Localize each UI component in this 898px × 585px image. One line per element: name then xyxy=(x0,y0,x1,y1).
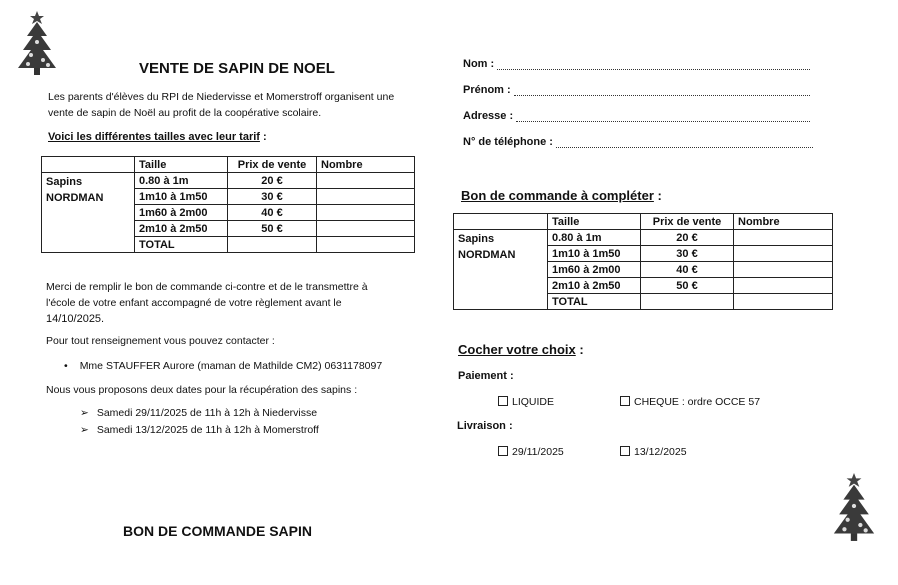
phone-field[interactable] xyxy=(463,136,813,148)
option-label: LIQUIDE xyxy=(512,396,555,408)
contact-item xyxy=(64,360,382,372)
field-label: Adresse : xyxy=(463,110,514,122)
bullet-icon: • xyxy=(64,360,68,372)
table-row xyxy=(42,173,415,189)
price-cell: 30 € xyxy=(228,189,317,205)
date-item xyxy=(80,424,319,436)
product-name: Sapins xyxy=(46,176,83,188)
option-label: 29/11/2025 xyxy=(512,446,564,458)
checkbox[interactable] xyxy=(498,396,508,406)
prices-heading-text: Voici les différentes tailles avec leur tarif xyxy=(48,131,260,143)
table-corner xyxy=(42,157,135,173)
option-label: CHEQUE : ordre OCCE 57 xyxy=(634,396,761,408)
page-title: VENTE DE SAPIN DE NOEL xyxy=(139,60,335,77)
size-cell: 0.80 à 1m xyxy=(135,173,228,189)
choice-heading-text: Cocher votre choix xyxy=(458,342,576,357)
payment-option-cash[interactable] xyxy=(498,396,554,408)
field-label: N° de téléphone : xyxy=(463,136,553,148)
quantity-cell xyxy=(317,173,415,189)
name-field[interactable] xyxy=(463,58,810,70)
size-cell: 1m10 à 1m50 xyxy=(548,246,641,262)
deadline-date: 14/10/2025. xyxy=(46,313,105,325)
dotted-line xyxy=(514,86,810,96)
order-heading xyxy=(461,188,662,203)
product-variety: NORDMAN xyxy=(46,192,104,204)
quantity-cell xyxy=(317,189,415,205)
table-header: Nombre xyxy=(317,157,415,173)
intro-line: Les parents d'élèves du RPI de Niedervisse et Momerstroff organisent une xyxy=(48,91,395,103)
christmas-tree-icon xyxy=(16,10,58,76)
date-text: Samedi 29/11/2025 de 11h à 12h à Niedervisse xyxy=(96,407,318,419)
total-quantity-cell xyxy=(317,237,415,253)
choice-heading-suffix: : xyxy=(575,342,584,357)
intro-line: vente de sapin de Noël au profit de la coopérative scolaire. xyxy=(48,107,322,119)
quantity-input-cell[interactable] xyxy=(734,246,833,262)
dates-intro: Nous vous proposons deux dates pour la récupération des sapins : xyxy=(46,384,358,396)
checkbox[interactable] xyxy=(620,396,630,406)
instructions-text xyxy=(46,279,368,327)
size-cell: 1m10 à 1m50 xyxy=(135,189,228,205)
field-label: Nom : xyxy=(463,58,495,70)
total-label: TOTAL xyxy=(548,294,641,310)
dotted-line xyxy=(556,138,813,148)
product-variety: NORDMAN xyxy=(458,249,516,261)
delivery-label: Livraison : xyxy=(457,420,513,432)
quantity-input-cell[interactable] xyxy=(734,278,833,294)
footer-title: BON DE COMMANDE SAPIN xyxy=(123,523,313,539)
quantity-input-cell[interactable] xyxy=(734,262,833,278)
field-label: Prénom : xyxy=(463,84,511,96)
size-cell: 2m10 à 2m50 xyxy=(135,221,228,237)
table-header-row xyxy=(454,214,833,230)
choice-heading xyxy=(458,342,584,357)
table-header: Taille xyxy=(548,214,641,230)
price-cell: 50 € xyxy=(641,278,734,294)
size-cell: 1m60 à 2m00 xyxy=(548,262,641,278)
address-field[interactable] xyxy=(463,110,810,122)
checkbox[interactable] xyxy=(498,446,508,456)
price-cell: 50 € xyxy=(228,221,317,237)
arrow-bullet-icon: ➢ xyxy=(80,424,89,436)
checkbox[interactable] xyxy=(620,446,630,456)
price-cell: 40 € xyxy=(641,262,734,278)
instructions-line: l'école de votre enfant accompagné de votre règlement avant le xyxy=(46,297,342,309)
product-name: Sapins xyxy=(458,233,495,245)
total-quantity-cell[interactable] xyxy=(734,294,833,310)
quantity-input-cell[interactable] xyxy=(734,230,833,246)
arrow-bullet-icon: ➢ xyxy=(80,407,89,419)
delivery-option-2[interactable] xyxy=(620,446,687,458)
prices-heading xyxy=(48,131,267,143)
table-header-row xyxy=(42,157,415,173)
payment-option-cheque[interactable] xyxy=(620,396,760,408)
order-heading-suffix: : xyxy=(653,188,662,203)
firstname-field[interactable] xyxy=(463,84,810,96)
prices-heading-suffix: : xyxy=(259,131,267,143)
size-cell: 1m60 à 2m00 xyxy=(135,205,228,221)
product-cell xyxy=(42,173,135,253)
product-cell xyxy=(454,230,548,310)
christmas-tree-icon xyxy=(829,472,879,542)
option-label: 13/12/2025 xyxy=(634,446,687,458)
table-header: Nombre xyxy=(734,214,833,230)
date-text: Samedi 13/12/2025 de 11h à 12h à Momerstroff xyxy=(96,424,319,436)
contact-intro: Pour tout renseignement vous pouvez contacter : xyxy=(46,335,275,347)
contact-text: Mme STAUFFER Aurore (maman de Mathilde CM2) 0631178097 xyxy=(79,360,383,372)
payment-label: Paiement : xyxy=(458,370,514,382)
dotted-line xyxy=(516,112,810,122)
table-header: Taille xyxy=(135,157,228,173)
dotted-line xyxy=(497,60,810,70)
table-row xyxy=(454,230,833,246)
price-cell: 40 € xyxy=(228,205,317,221)
intro-text xyxy=(48,89,394,121)
size-cell: 0.80 à 1m xyxy=(548,230,641,246)
price-cell: 20 € xyxy=(228,173,317,189)
price-table xyxy=(41,156,415,253)
delivery-option-1[interactable] xyxy=(498,446,564,458)
table-corner xyxy=(454,214,548,230)
size-cell: 2m10 à 2m50 xyxy=(548,278,641,294)
price-cell: 20 € xyxy=(641,230,734,246)
table-header: Prix de vente xyxy=(641,214,734,230)
total-price-cell[interactable] xyxy=(641,294,734,310)
quantity-cell xyxy=(317,205,415,221)
order-heading-text: Bon de commande à compléter xyxy=(461,188,654,203)
quantity-cell xyxy=(317,221,415,237)
total-label: TOTAL xyxy=(135,237,228,253)
order-table xyxy=(453,213,833,310)
date-item xyxy=(80,407,317,419)
table-header: Prix de vente xyxy=(228,157,317,173)
total-price-cell xyxy=(228,237,317,253)
price-cell: 30 € xyxy=(641,246,734,262)
instructions-line: Merci de remplir le bon de commande ci-contre et de le transmettre à xyxy=(46,281,368,293)
